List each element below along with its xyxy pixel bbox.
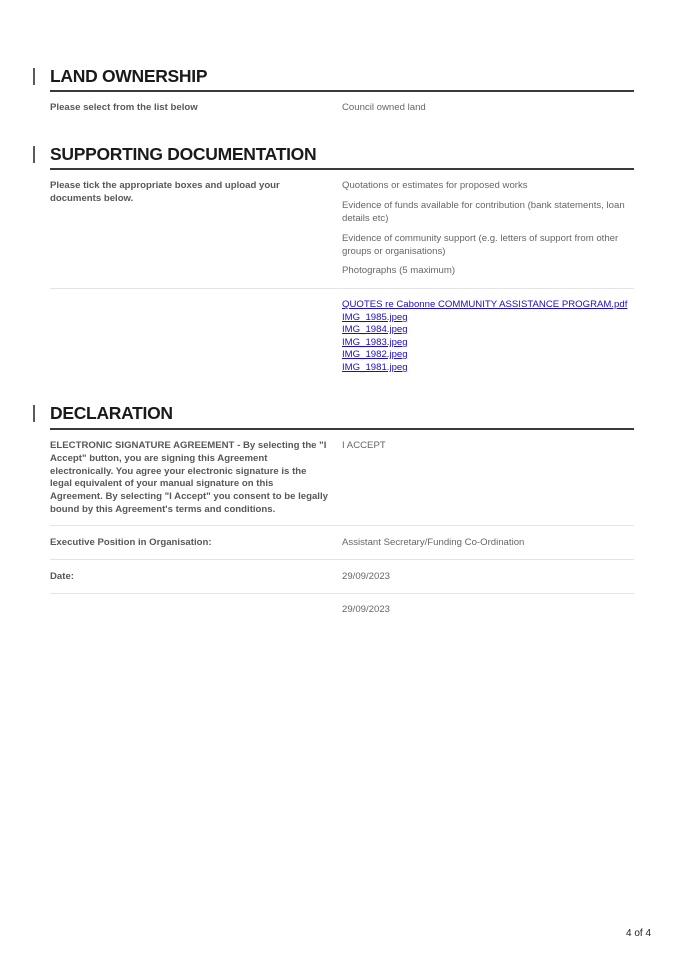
electronic-signature-agreement-label: ELECTRONIC SIGNATURE AGREEMENT - By selecting the "I Accept" button, you are signing this Agreement electronically. You agree your electronic signature is the legal equivalent of your manual signature on this Agreement. By selecting "I Accept" you consent to be legally bound by this Agreement's terms and conditions. <box>50 440 328 515</box>
row-divider <box>50 559 634 560</box>
supporting-documentation-heading: SUPPORTING DOCUMENTATION <box>50 144 317 164</box>
land-ownership-heading: LAND OWNERSHIP <box>50 66 208 86</box>
page-number: 4 of 4 <box>626 928 652 939</box>
section-marker <box>33 68 35 85</box>
supporting-documentation-label: Please tick the appropriate boxes and upload your documents below. <box>50 180 280 204</box>
row-divider <box>50 593 634 594</box>
executive-position-label: Executive Position in Organisation: <box>50 537 212 548</box>
file-link[interactable]: IMG_1985.jpeg <box>342 312 408 323</box>
row-divider <box>50 288 634 289</box>
land-ownership-label: Please select from the list below <box>50 102 198 113</box>
section-marker <box>33 146 35 163</box>
file-link[interactable]: IMG_1984.jpeg <box>342 324 408 335</box>
date-value: 29/09/2023 <box>342 571 391 582</box>
file-link[interactable]: QUOTES re Cabonne COMMUNITY ASSISTANCE PROGRAM.pdf <box>342 299 628 310</box>
file-link[interactable]: IMG_1983.jpeg <box>342 337 408 348</box>
document-option-quotations: Quotations or estimates for proposed works <box>342 180 528 191</box>
date-label: Date: <box>50 571 74 582</box>
heading-rule <box>50 428 634 430</box>
heading-rule <box>50 90 634 92</box>
heading-rule <box>50 168 634 170</box>
document-option-photographs: Photographs (5 maximum) <box>342 265 456 276</box>
file-link[interactable]: IMG_1982.jpeg <box>342 349 408 360</box>
file-link[interactable]: IMG_1981.jpeg <box>342 362 408 373</box>
section-marker <box>33 405 35 422</box>
executive-position-value: Assistant Secretary/Funding Co-Ordination <box>342 537 525 548</box>
extra-date-value: 29/09/2023 <box>342 604 391 615</box>
land-ownership-value: Council owned land <box>342 102 426 113</box>
electronic-signature-agreement-value: I ACCEPT <box>342 440 386 451</box>
row-divider <box>50 525 634 526</box>
declaration-heading: DECLARATION <box>50 403 173 423</box>
document-option-community-support: Evidence of community support (e.g. letters of support from other groups or organisations) <box>342 233 619 257</box>
document-option-funds-evidence: Evidence of funds available for contribution (bank statements, loan details etc) <box>342 200 625 224</box>
